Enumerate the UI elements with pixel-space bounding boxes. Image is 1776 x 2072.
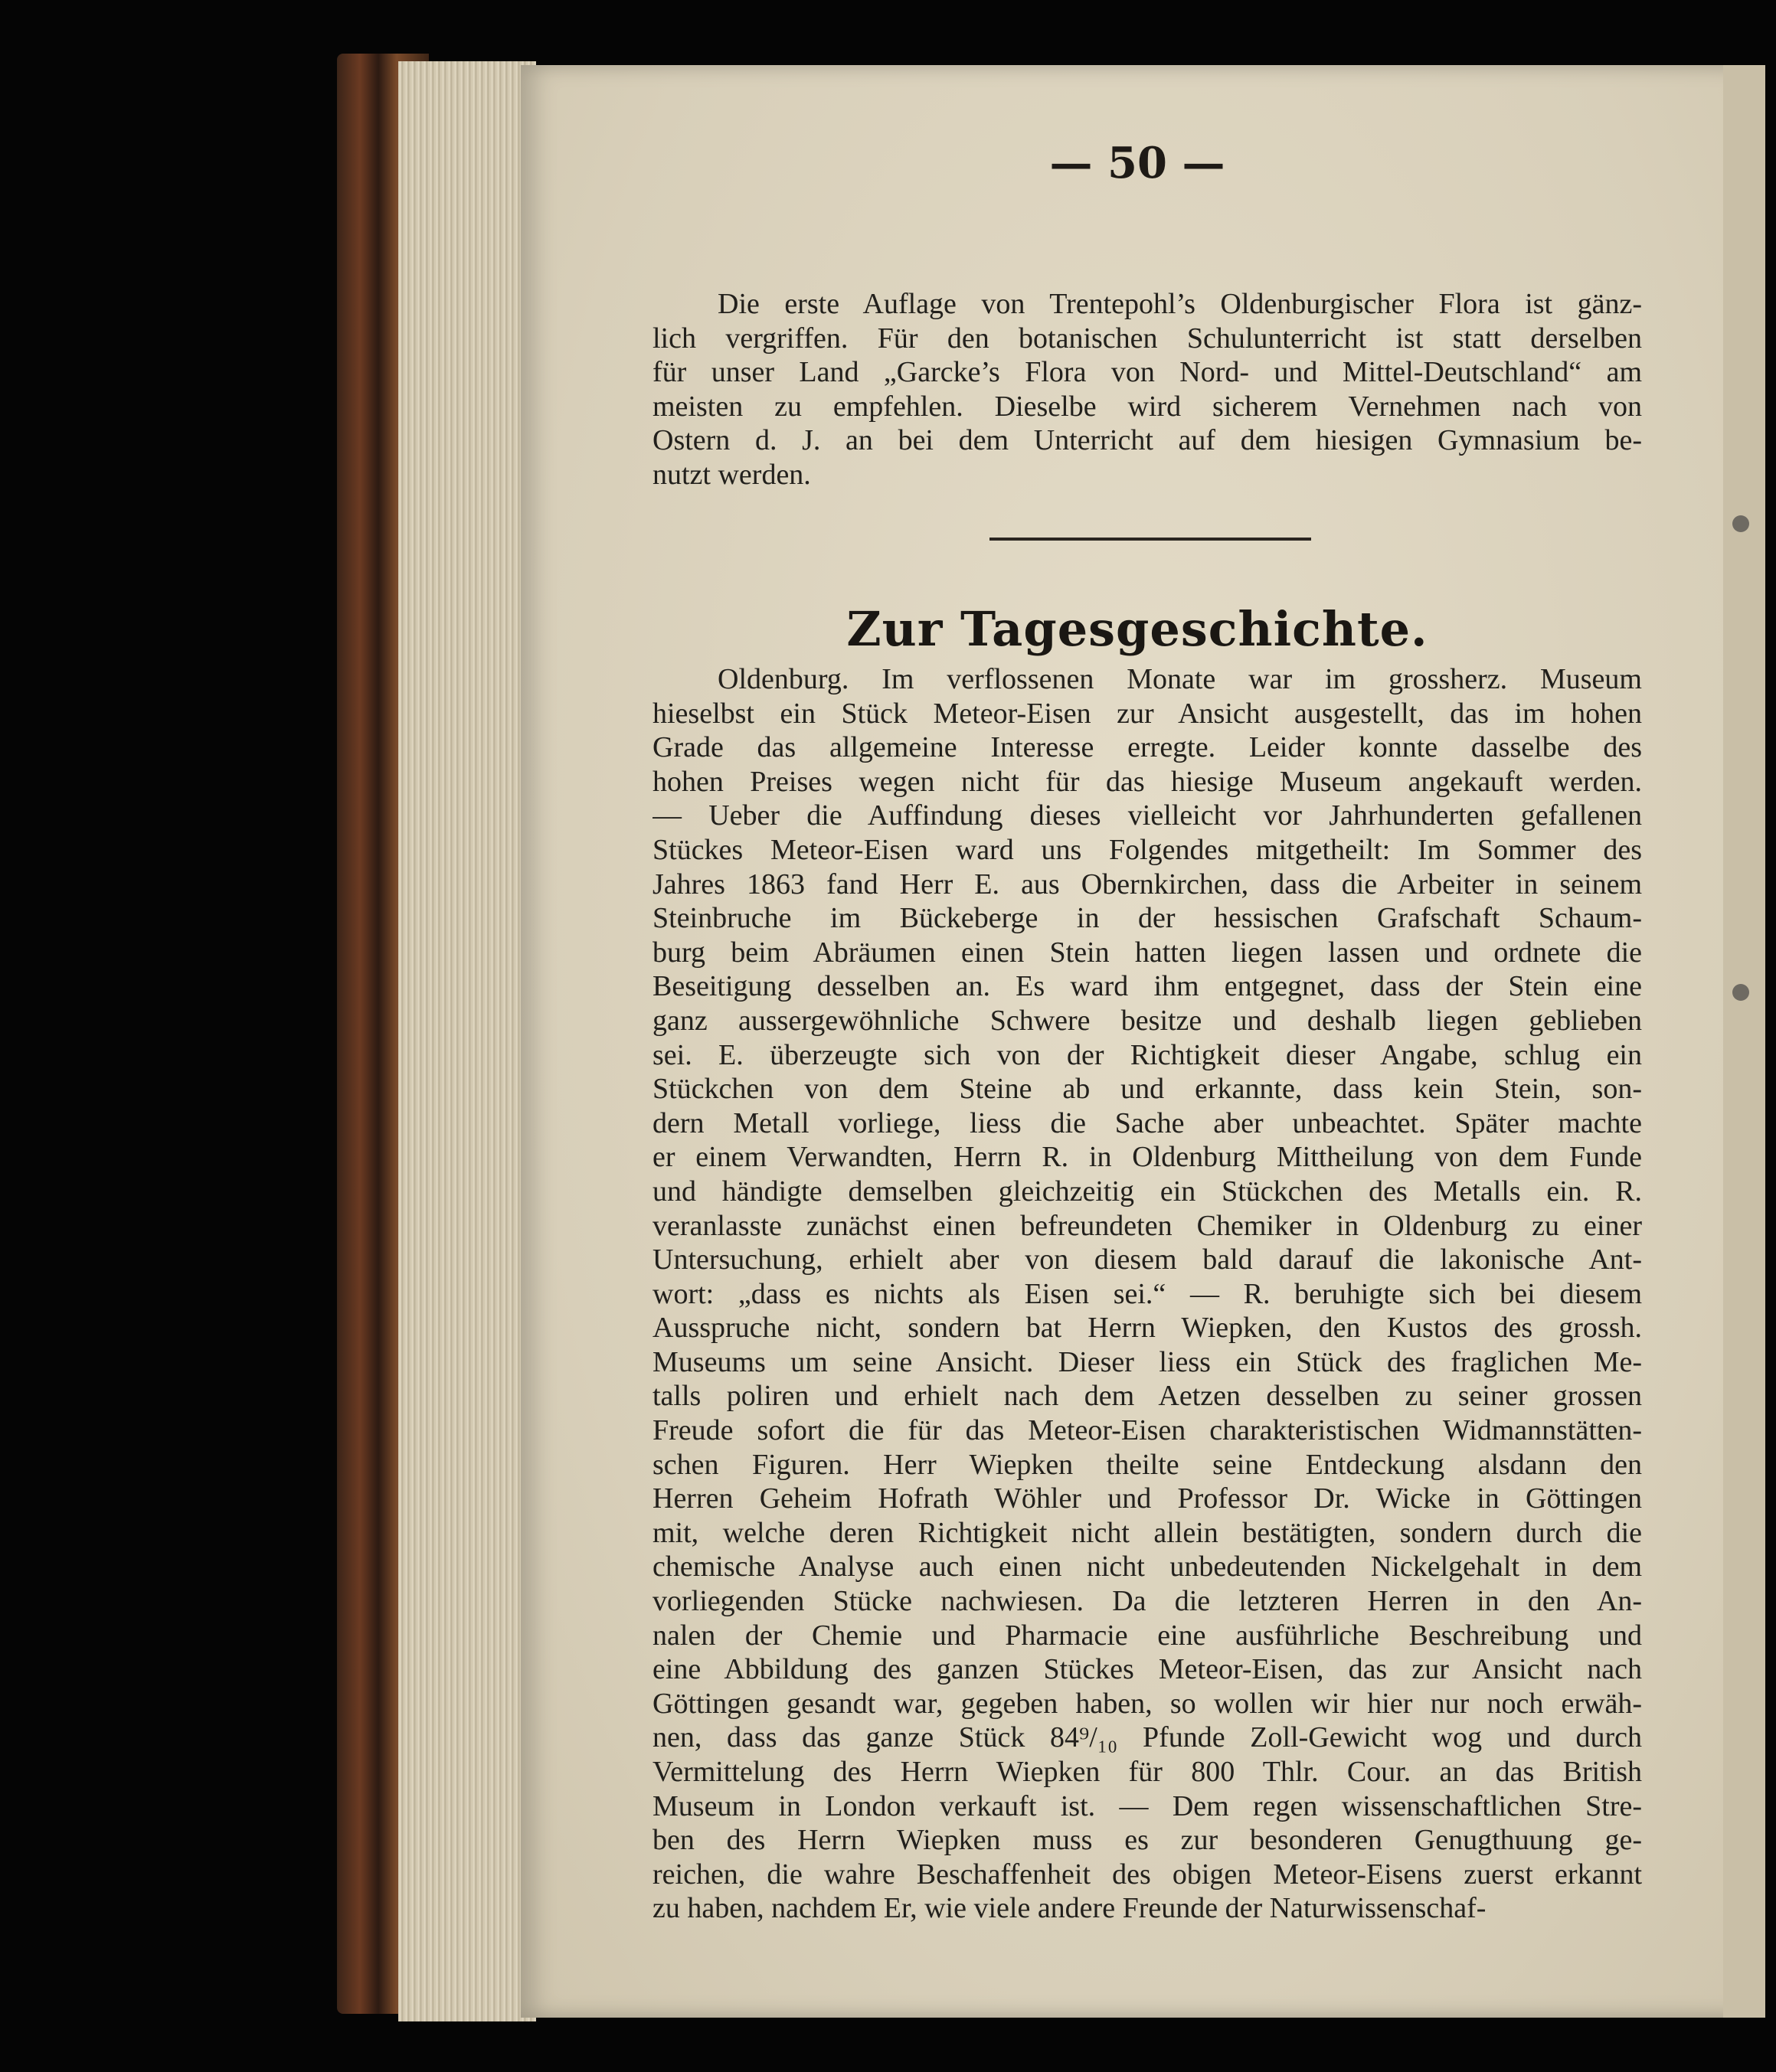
text-line: ganz aussergewöhnliche Schwere besitze und deshalb liegen geblieben xyxy=(653,1004,1642,1037)
text-line: talls poliren und erhielt nach dem Aetzen desselben zu seiner grossen xyxy=(653,1380,1642,1413)
text-line: dern Metall vorliege, liess die Sache aber unbeachtet. Später machte xyxy=(653,1106,1642,1139)
text-line: Grade das allgemeine Interesse erregte. Leider konnte dasselbe des xyxy=(653,731,1642,764)
text-line: Oldenburg. Im verflossenen Monate war im grossherz. Museum xyxy=(718,663,1642,695)
text-line: Ausspruche nicht, sondern bat Herrn Wiepken, den Kustos des grossh. xyxy=(653,1312,1642,1345)
text-line: Stückes Meteor-Eisen ward uns Folgendes mitgetheilt: Im Sommer des xyxy=(653,833,1642,866)
text-line: lich vergriffen. Für den botanischen Schulunterricht ist statt derselben xyxy=(653,322,1642,355)
text-line: mit, welche deren Richtigkeit nicht allein bestätigten, sondern durch die xyxy=(653,1516,1642,1549)
text-line: hohen Preises wegen nicht für das hiesige Museum angekauft werden. xyxy=(653,765,1642,798)
text-line: Herren Geheim Hofrath Wöhler und Professor Dr. Wicke in Göttingen xyxy=(653,1482,1642,1515)
text-line: Museum in London verkauft ist. — Dem regen wissenschaftlichen Stre- xyxy=(653,1789,1642,1822)
text-line: nen, dass das ganze Stück 84⁹/₁₀ Pfunde Zoll-Gewicht wog und durch xyxy=(653,1721,1642,1754)
text-line: burg beim Abräumen einen Stein hatten liegen lassen und ordnete die xyxy=(653,936,1642,969)
text-line: Museums um seine Ansicht. Dieser liess ein Stück des fraglichen Me- xyxy=(653,1345,1642,1378)
text-line: Beseitigung desselben an. Es ward ihm entgegnet, dass der Stein eine xyxy=(653,970,1642,1003)
paragraph-flora xyxy=(653,287,1642,492)
text-line: eine Abbildung des ganzen Stückes Meteor-Eisen, das zur Ansicht nach xyxy=(653,1653,1642,1686)
page-stack xyxy=(398,61,536,2021)
text-line: nalen der Chemie und Pharmacie eine ausführliche Beschreibung und xyxy=(653,1619,1642,1652)
text-line: Steinbruche im Bückeberge in der hessischen Grafschaft Schaum- xyxy=(653,902,1642,935)
text-line: Vermittelung des Herrn Wiepken für 800 Thlr. Cour. an das British xyxy=(653,1756,1642,1788)
text-line: er einem Verwandten, Herrn R. in Oldenburg Mittheilung von dem Funde xyxy=(653,1141,1642,1174)
text-line: und händigte demselben gleichzeitig ein Stückchen des Metalls ein. R. xyxy=(653,1175,1642,1208)
text-line: Ostern d. J. an bei dem Unterricht auf dem hiesigen Gymnasium be- xyxy=(653,424,1642,457)
page-number: — 50 — xyxy=(1049,138,1225,188)
text-line: veranlasste zunächst einen befreundeten Chemiker in Oldenburg zu einer xyxy=(653,1209,1642,1242)
text-line: schen Figuren. Herr Wiepken theilte seine Entdeckung alsdann den xyxy=(653,1448,1642,1481)
text-line: Jahres 1863 fand Herr E. aus Obernkirchen, dass die Arbeiter in seinem xyxy=(653,868,1642,900)
section-divider xyxy=(989,538,1311,541)
text-line: zu haben, nachdem Er, wie viele andere Freunde der Naturwissenschaf- xyxy=(653,1892,1487,1925)
section-heading: Zur Tagesgeschichte. xyxy=(846,601,1428,657)
text-line: sei. E. überzeugte sich von der Richtigkeit dieser Angabe, schlug ein xyxy=(653,1038,1642,1071)
text-line: Untersuchung, erhielt aber von diesem bald darauf die lakonische Ant- xyxy=(653,1244,1642,1276)
binding-pin xyxy=(1732,984,1749,1001)
text-line: — Ueber die Auffindung dieses vielleicht vor Jahrhunderten gefallenen xyxy=(653,799,1642,832)
text-line: nutzt werden. xyxy=(653,458,811,491)
binding-pin xyxy=(1732,515,1749,532)
text-line: Göttingen gesandt war, gegeben haben, so wollen wir hier nur noch erwäh- xyxy=(653,1687,1642,1720)
text-line: meisten zu empfehlen. Dieselbe wird sicherem Vernehmen nach von xyxy=(653,390,1642,423)
text-line: für unser Land „Garcke’s Flora von Nord- und Mittel-Deutschland“ am xyxy=(653,356,1642,389)
next-page-edge xyxy=(1723,65,1765,2018)
text-line: chemische Analyse auch einen nicht unbedeutenden Nickelgehalt in dem xyxy=(653,1551,1642,1583)
text-line: ben des Herrn Wiepken muss es zur besonderen Genugthuung ge- xyxy=(653,1824,1642,1857)
text-line: vorliegenden Stücke nachwiesen. Da die letzteren Herren in den An- xyxy=(653,1585,1642,1618)
text-line: wort: „dass es nichts als Eisen sei.“ — R. beruhigte sich bei diesem xyxy=(653,1277,1642,1310)
text-line: hieselbst ein Stück Meteor-Eisen zur Ansicht ausgestellt, das im hohen xyxy=(653,697,1642,730)
text-line: reichen, die wahre Beschaffenheit des obigen Meteor-Eisens zuerst erkannt xyxy=(653,1858,1642,1891)
text-line: Stückchen von dem Steine ab und erkannte, dass kein Stein, son- xyxy=(653,1073,1642,1106)
book-page xyxy=(521,65,1754,2018)
text-line: Die erste Auflage von Trentepohl’s Oldenburgischer Flora ist gänz- xyxy=(718,288,1642,320)
paragraph-meteor xyxy=(653,662,1642,1926)
text-line: Freude sofort die für das Meteor-Eisen charakteristischen Widmannstätten- xyxy=(653,1414,1642,1447)
